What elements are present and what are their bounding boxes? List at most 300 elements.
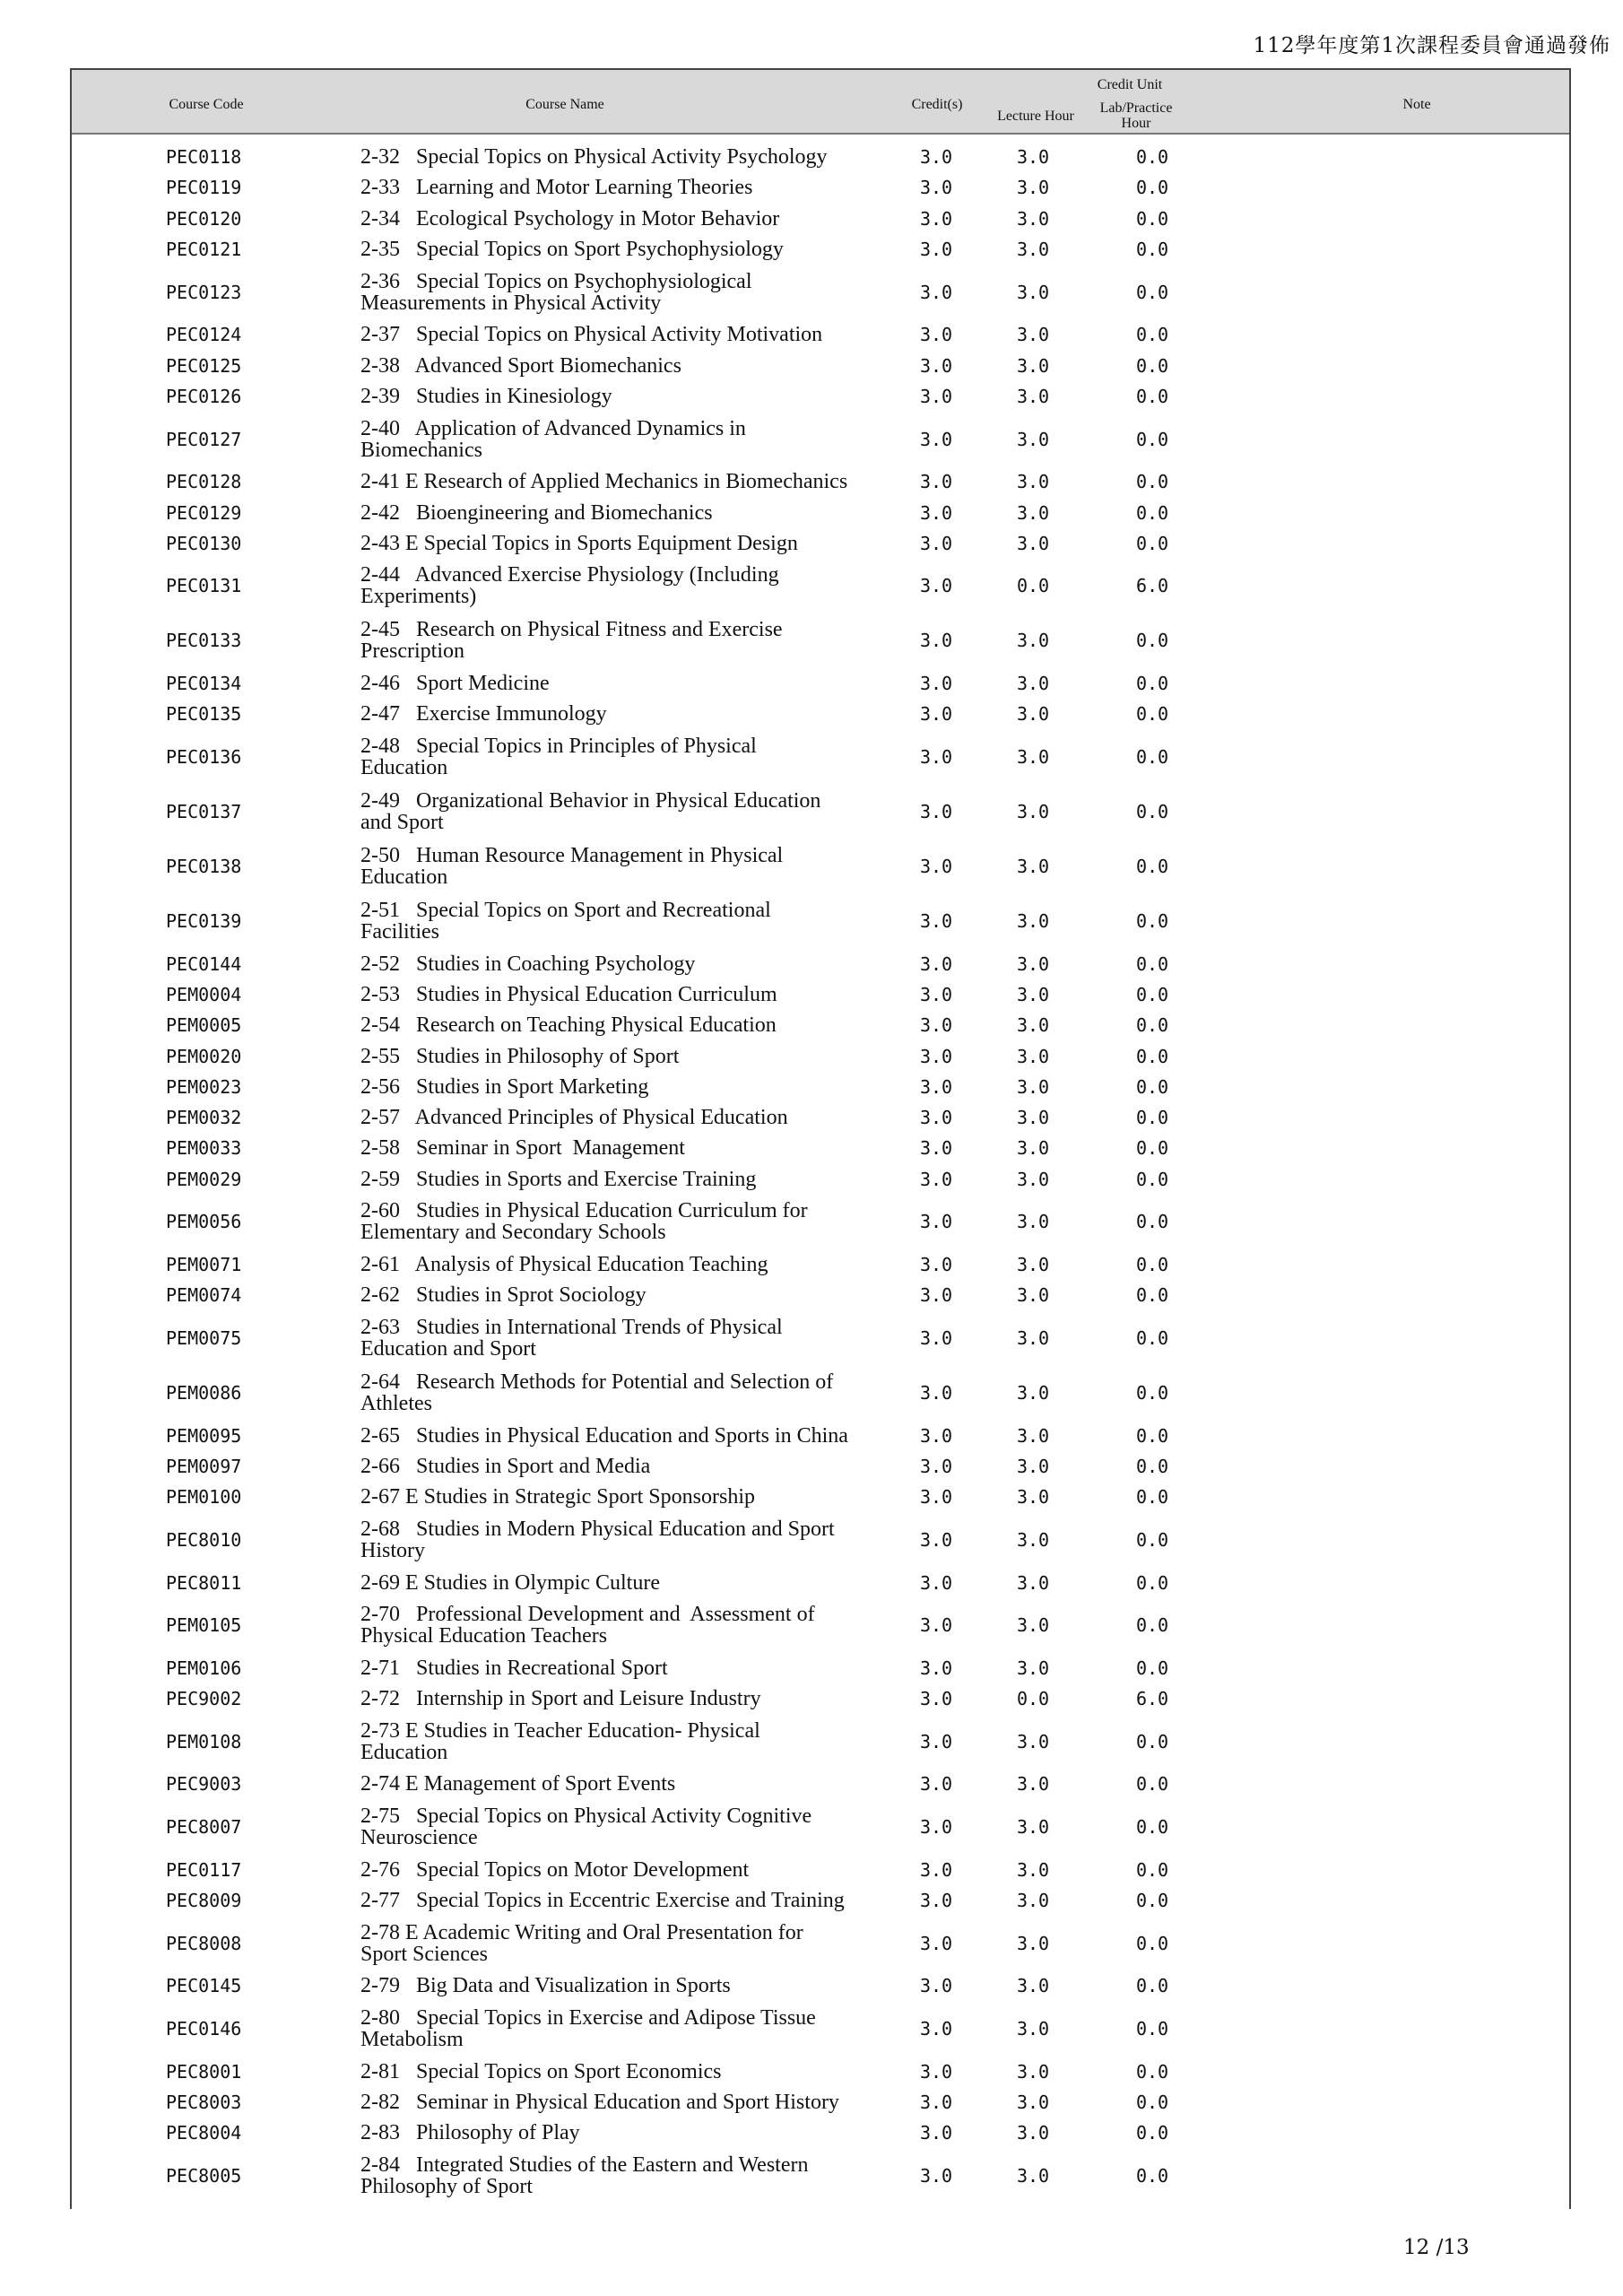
- course-code: PEC8007: [166, 1816, 242, 1839]
- table-row: [72, 1512, 1569, 1567]
- credit-value: 3.0: [919, 146, 953, 169]
- course-code: PEC0130: [166, 532, 242, 554]
- lecture-hour-value: 3.0: [1016, 1424, 1050, 1447]
- credit-value: 3.0: [919, 2122, 953, 2144]
- lecture-hour-value: 3.0: [1016, 1730, 1050, 1752]
- table-row: [72, 1567, 1569, 1597]
- credit-value: 3.0: [919, 1614, 953, 1637]
- course-name: 2-52 Studies in Coaching Psychology: [360, 952, 696, 976]
- course-code: PEM0004: [166, 984, 242, 1005]
- lecture-hour-value: 3.0: [1016, 501, 1050, 524]
- lab-hour-value: 0.0: [1135, 2122, 1169, 2144]
- course-table: [70, 68, 1571, 2209]
- lab-hour-value: 0.0: [1135, 1254, 1169, 1276]
- lecture-hour-value: 3.0: [1016, 1614, 1050, 1637]
- lecture-hour-value: 3.0: [1016, 984, 1050, 1005]
- credit-value: 3.0: [919, 471, 953, 493]
- lab-hour-value: 0.0: [1135, 1932, 1169, 1954]
- course-name: 2-69 E Studies in Olympic Culture: [360, 1570, 660, 1595]
- table-row: [72, 1366, 1569, 1421]
- header-credits: Credit(s): [911, 97, 963, 112]
- lecture-hour-value: 0.0: [1016, 1688, 1050, 1710]
- course-name: 2-57 Advanced Principles of Physical Education: [360, 1106, 788, 1130]
- lecture-hour-value: 3.0: [1016, 281, 1050, 303]
- course-name: 2-79 Big Data and Visualization in Sports: [360, 1974, 731, 1998]
- lecture-hour-value: 3.0: [1016, 1014, 1050, 1037]
- table-row: [72, 1683, 1569, 1714]
- table-row: [72, 1916, 1569, 1970]
- credit-value: 3.0: [919, 1168, 953, 1190]
- course-name: 2-61 Analysis of Physical Education Teaching: [360, 1253, 768, 1277]
- lab-hour-value: 0.0: [1135, 2164, 1169, 2187]
- credit-value: 3.0: [919, 1075, 953, 1098]
- table-row: [72, 979, 1569, 1010]
- course-code: PEM0105: [166, 1614, 242, 1637]
- lab-hour-value: 6.0: [1135, 1688, 1169, 1710]
- course-name: 2-49 Organizational Behavior in Physical Education and Sport: [360, 789, 821, 835]
- lecture-hour-value: 3.0: [1016, 746, 1050, 769]
- lecture-hour-value: 3.0: [1016, 630, 1050, 652]
- lab-hour-value: 0.0: [1135, 1816, 1169, 1839]
- credit-value: 3.0: [919, 354, 953, 377]
- table-row: [72, 2002, 1569, 2057]
- course-name: 2-83 Philosophy of Play: [360, 2121, 580, 2145]
- lecture-hour-value: 3.0: [1016, 146, 1050, 169]
- credit-value: 3.0: [919, 1858, 953, 1881]
- credit-value: 3.0: [919, 1211, 953, 1233]
- credit-value: 3.0: [919, 1045, 953, 1067]
- lecture-hour-value: 3.0: [1016, 1382, 1050, 1405]
- credit-value: 3.0: [919, 1107, 953, 1129]
- credit-value: 3.0: [919, 2164, 953, 2187]
- credit-value: 3.0: [919, 1688, 953, 1710]
- table-body: [72, 142, 1569, 2203]
- lab-hour-value: 0.0: [1135, 1614, 1169, 1637]
- course-name: 2-41 E Research of Applied Mechanics in Biomechanics: [360, 470, 848, 494]
- course-code: PEC0134: [166, 673, 242, 695]
- lecture-hour-value: 3.0: [1016, 532, 1050, 554]
- credit-value: 3.0: [919, 673, 953, 695]
- course-code: PEM0005: [166, 1014, 242, 1037]
- course-name: 2-65 Studies in Physical Education and Sports in China: [360, 1423, 848, 1448]
- lab-hour-value: 0.0: [1135, 2018, 1169, 2039]
- course-code: PEC0120: [166, 207, 242, 230]
- lecture-hour-value: 3.0: [1016, 1773, 1050, 1796]
- course-code: PEC0127: [166, 428, 242, 450]
- lecture-hour-value: 3.0: [1016, 471, 1050, 493]
- lecture-hour-value: 3.0: [1016, 1858, 1050, 1881]
- course-name: 2-39 Studies in Kinesiology: [360, 384, 612, 408]
- lecture-hour-value: 3.0: [1016, 1455, 1050, 1477]
- lab-hour-value: 0.0: [1135, 1455, 1169, 1477]
- lecture-hour-value: 3.0: [1016, 354, 1050, 377]
- credit-value: 3.0: [919, 1254, 953, 1276]
- table-row: [72, 839, 1569, 894]
- table-row: [72, 613, 1569, 668]
- lab-hour-value: 0.0: [1135, 207, 1169, 230]
- course-code: PEM0097: [166, 1455, 242, 1477]
- lecture-hour-value: 0.0: [1016, 575, 1050, 597]
- table-row: [72, 319, 1569, 350]
- course-code: PEC0138: [166, 856, 242, 878]
- lecture-hour-value: 3.0: [1016, 1211, 1050, 1233]
- lecture-hour-value: 3.0: [1016, 1254, 1050, 1276]
- course-code: PEM0020: [166, 1045, 242, 1067]
- lab-hour-value: 0.0: [1135, 1211, 1169, 1233]
- course-name: 2-42 Bioengineering and Biomechanics: [360, 500, 713, 525]
- credit-value: 3.0: [919, 1424, 953, 1447]
- lecture-hour-value: 3.0: [1016, 428, 1050, 450]
- table-row: [72, 2057, 1569, 2087]
- table-row: [72, 1714, 1569, 1769]
- lab-hour-value: 0.0: [1135, 177, 1169, 199]
- course-code: PEC8008: [166, 1932, 242, 1954]
- course-name: 2-76 Special Topics on Motor Development: [360, 1857, 750, 1882]
- lecture-hour-value: 3.0: [1016, 1657, 1050, 1679]
- course-name: 2-64 Research Methods for Potential and Selection of Athletes: [360, 1370, 834, 1416]
- table-row: [72, 528, 1569, 559]
- course-code: PEC8003: [166, 2091, 242, 2113]
- course-code: PEM0033: [166, 1137, 242, 1160]
- table-row: [72, 265, 1569, 319]
- table-row: [72, 1885, 1569, 1916]
- course-code: PEC0118: [166, 146, 242, 169]
- credit-value: 3.0: [919, 2060, 953, 2083]
- lab-hour-value: 0.0: [1135, 1486, 1169, 1509]
- course-name: 2-36 Special Topics on Psychophysiological Measurements in Physical Activity: [360, 269, 752, 315]
- credit-value: 3.0: [919, 2091, 953, 2113]
- lab-hour-value: 0.0: [1135, 1571, 1169, 1594]
- header-lab-hour: Lab/Practice Hour: [1099, 100, 1173, 131]
- credit-value: 3.0: [919, 1455, 953, 1477]
- credit-value: 3.0: [919, 1137, 953, 1160]
- lecture-hour-value: 3.0: [1016, 2018, 1050, 2039]
- course-name: 2-82 Seminar in Physical Education and Sport History: [360, 2090, 839, 2114]
- course-name: 2-48 Special Topics in Principles of Physical Education: [360, 735, 757, 780]
- credit-value: 3.0: [919, 1014, 953, 1037]
- credit-value: 3.0: [919, 801, 953, 823]
- credit-value: 3.0: [919, 630, 953, 652]
- header-lecture-hour: Lecture Hour: [997, 109, 1074, 124]
- course-code: PEM0108: [166, 1730, 242, 1752]
- credit-value: 3.0: [919, 703, 953, 726]
- credit-value: 3.0: [919, 746, 953, 769]
- lab-hour-value: 0.0: [1135, 1975, 1169, 1997]
- course-name: 2-34 Ecological Psychology in Motor Behavior: [360, 206, 780, 230]
- course-name: 2-75 Special Topics on Physical Activity Cognitive Neuroscience: [360, 1805, 812, 1850]
- lecture-hour-value: 3.0: [1016, 1284, 1050, 1307]
- course-code: PEC8011: [166, 1571, 242, 1594]
- lecture-hour-value: 3.0: [1016, 2060, 1050, 2083]
- lecture-hour-value: 3.0: [1016, 856, 1050, 878]
- lab-hour-value: 0.0: [1135, 703, 1169, 726]
- course-name: 2-54 Research on Teaching Physical Education: [360, 1013, 777, 1038]
- lab-hour-value: 0.0: [1135, 1327, 1169, 1350]
- lecture-hour-value: 3.0: [1016, 1137, 1050, 1160]
- credit-value: 3.0: [919, 1816, 953, 1839]
- table-row: [72, 412, 1569, 466]
- credit-value: 3.0: [919, 856, 953, 878]
- lecture-hour-value: 3.0: [1016, 1528, 1050, 1551]
- course-code: PEC0125: [166, 354, 242, 377]
- course-code: PEC0124: [166, 324, 242, 346]
- lecture-hour-value: 3.0: [1016, 1932, 1050, 1954]
- course-code: PEC0136: [166, 746, 242, 769]
- course-name: 2-71 Studies in Recreational Sport: [360, 1656, 668, 1680]
- course-code: PEC0129: [166, 501, 242, 524]
- course-name: 2-67 E Studies in Strategic Sport Sponsorship: [360, 1485, 755, 1509]
- table-row: [72, 699, 1569, 729]
- lecture-hour-value: 3.0: [1016, 1327, 1050, 1350]
- course-code: PEC0146: [166, 2018, 242, 2039]
- lecture-hour-value: 3.0: [1016, 1107, 1050, 1129]
- table-row: [72, 381, 1569, 412]
- course-code: PEC8001: [166, 2060, 242, 2083]
- lab-hour-value: 0.0: [1135, 239, 1169, 261]
- header-course-code: Course Code: [169, 97, 244, 112]
- lecture-hour-value: 3.0: [1016, 1045, 1050, 1067]
- course-code: PEM0095: [166, 1424, 242, 1447]
- lab-hour-value: 0.0: [1135, 910, 1169, 933]
- table-row: [72, 2148, 1569, 2203]
- lecture-hour-value: 3.0: [1016, 324, 1050, 346]
- lab-hour-value: 0.0: [1135, 1168, 1169, 1190]
- lab-hour-value: 0.0: [1135, 1045, 1169, 1067]
- course-code: PEM0075: [166, 1327, 242, 1350]
- course-name: 2-50 Human Resource Management in Physical Education: [360, 844, 784, 890]
- lecture-hour-value: 3.0: [1016, 1571, 1050, 1594]
- lecture-hour-value: 3.0: [1016, 2164, 1050, 2187]
- table-row: [72, 785, 1569, 839]
- lab-hour-value: 0.0: [1135, 1657, 1169, 1679]
- lecture-hour-value: 3.0: [1016, 1168, 1050, 1190]
- course-code: PEC0117: [166, 1858, 242, 1881]
- lab-hour-value: 0.0: [1135, 746, 1169, 769]
- lab-hour-value: 0.0: [1135, 1075, 1169, 1098]
- table-row: [72, 894, 1569, 949]
- course-name: 2-37 Special Topics on Physical Activity Motivation: [360, 323, 823, 347]
- course-code: PEC0144: [166, 952, 242, 975]
- table-row: [72, 142, 1569, 172]
- table-row: [72, 559, 1569, 613]
- course-name: 2-38 Advanced Sport Biomechanics: [360, 353, 681, 378]
- credit-value: 3.0: [919, 575, 953, 597]
- course-name: 2-62 Studies in Sprot Sociology: [360, 1283, 647, 1308]
- lab-hour-value: 0.0: [1135, 856, 1169, 878]
- credit-value: 3.0: [919, 1528, 953, 1551]
- course-code: PEC0128: [166, 471, 242, 493]
- credit-value: 3.0: [919, 324, 953, 346]
- course-name: 2-59 Studies in Sports and Exercise Training: [360, 1167, 757, 1191]
- lab-hour-value: 0.0: [1135, 501, 1169, 524]
- table-row: [72, 172, 1569, 203]
- lab-hour-value: 0.0: [1135, 1382, 1169, 1405]
- table-row: [72, 1482, 1569, 1512]
- lecture-hour-value: 3.0: [1016, 1075, 1050, 1098]
- header-course-name: Course Name: [525, 97, 604, 112]
- table-row: [72, 204, 1569, 234]
- table-row: [72, 1195, 1569, 1249]
- credit-value: 3.0: [919, 2018, 953, 2039]
- lecture-hour-value: 3.0: [1016, 673, 1050, 695]
- table-row: [72, 1653, 1569, 1683]
- table-header: [72, 70, 1569, 135]
- credit-value: 3.0: [919, 177, 953, 199]
- course-code: PEM0106: [166, 1657, 242, 1679]
- course-code: PEM0029: [166, 1168, 242, 1190]
- course-code: PEC0145: [166, 1975, 242, 1997]
- table-row: [72, 350, 1569, 380]
- lab-hour-value: 0.0: [1135, 1528, 1169, 1551]
- course-name: 2-73 E Studies in Teacher Education- Physical Education: [360, 1718, 760, 1764]
- course-code: PEM0023: [166, 1075, 242, 1098]
- table-row: [72, 2087, 1569, 2118]
- credit-value: 3.0: [919, 281, 953, 303]
- course-name: 2-46 Sport Medicine: [360, 672, 550, 696]
- course-name: 2-81 Special Topics on Sport Economics: [360, 2059, 722, 2083]
- table-row: [72, 1769, 1569, 1799]
- credit-value: 3.0: [919, 385, 953, 407]
- course-name: 2-40 Application of Advanced Dynamics in Biomechanics: [360, 416, 746, 462]
- course-code: PEC0123: [166, 281, 242, 303]
- lab-hour-value: 0.0: [1135, 1137, 1169, 1160]
- lab-hour-value: 0.0: [1135, 146, 1169, 169]
- course-name: 2-66 Studies in Sport and Media: [360, 1454, 651, 1478]
- lecture-hour-value: 3.0: [1016, 385, 1050, 407]
- table-row: [72, 1970, 1569, 2001]
- course-name: 2-72 Internship in Sport and Leisure Industry: [360, 1687, 761, 1711]
- table-row: [72, 1249, 1569, 1280]
- credit-value: 3.0: [919, 984, 953, 1005]
- course-name: 2-35 Special Topics on Sport Psychophysiology: [360, 238, 784, 262]
- course-code: PEC9002: [166, 1688, 242, 1710]
- credit-value: 3.0: [919, 1486, 953, 1509]
- table-row: [72, 1598, 1569, 1653]
- table-row: [72, 1311, 1569, 1366]
- course-code: PEM0100: [166, 1486, 242, 1509]
- lab-hour-value: 0.0: [1135, 281, 1169, 303]
- course-name: 2-32 Special Topics on Physical Activity Psychology: [360, 145, 828, 170]
- table-row: [72, 497, 1569, 527]
- lecture-hour-value: 3.0: [1016, 177, 1050, 199]
- lab-hour-value: 0.0: [1135, 1014, 1169, 1037]
- lab-hour-value: 0.0: [1135, 2091, 1169, 2113]
- course-code: PEC8010: [166, 1528, 242, 1551]
- course-name: 2-53 Studies in Physical Education Curriculum: [360, 983, 777, 1006]
- course-code: PEM0071: [166, 1254, 242, 1276]
- lab-hour-value: 0.0: [1135, 1424, 1169, 1447]
- document-approval-note: 112學年度第1次課程委員會通過發佈: [1253, 34, 1610, 57]
- course-code: PEM0056: [166, 1211, 242, 1233]
- lab-hour-value: 0.0: [1135, 354, 1169, 377]
- table-row: [72, 730, 1569, 785]
- lab-hour-value: 0.0: [1135, 428, 1169, 450]
- course-name: 2-33 Learning and Motor Learning Theories: [360, 176, 753, 200]
- lecture-hour-value: 3.0: [1016, 2122, 1050, 2144]
- table-row: [72, 234, 1569, 265]
- credit-value: 3.0: [919, 1327, 953, 1350]
- table-row: [72, 668, 1569, 699]
- course-name: 2-56 Studies in Sport Marketing: [360, 1074, 649, 1099]
- course-name: 2-60 Studies in Physical Education Curriculum for Elementary and Secondary Schools: [360, 1199, 808, 1245]
- credit-value: 3.0: [919, 1284, 953, 1307]
- lab-hour-value: 0.0: [1135, 630, 1169, 652]
- course-code: PEM0032: [166, 1107, 242, 1129]
- lab-hour-value: 6.0: [1135, 575, 1169, 597]
- credit-value: 3.0: [919, 501, 953, 524]
- course-code: PEC0133: [166, 630, 242, 652]
- course-code: PEC0135: [166, 703, 242, 726]
- credit-value: 3.0: [919, 1773, 953, 1796]
- course-code: PEC0126: [166, 385, 242, 407]
- course-code: PEM0086: [166, 1382, 242, 1405]
- credit-value: 3.0: [919, 910, 953, 933]
- course-code: PEC0131: [166, 575, 242, 597]
- course-name: 2-68 Studies in Modern Physical Education and Sport History: [360, 1517, 835, 1562]
- lecture-hour-value: 3.0: [1016, 1890, 1050, 1912]
- course-name: 2-74 E Management of Sport Events: [360, 1772, 676, 1796]
- table-row: [72, 1102, 1569, 1133]
- lab-hour-value: 0.0: [1135, 2060, 1169, 2083]
- page-number: 12 /13: [1403, 2236, 1470, 2259]
- table-row: [72, 1164, 1569, 1195]
- credit-value: 3.0: [919, 1932, 953, 1954]
- course-name: 2-58 Seminar in Sport Management: [360, 1136, 685, 1161]
- table-row: [72, 1421, 1569, 1451]
- lecture-hour-value: 3.0: [1016, 239, 1050, 261]
- credit-value: 3.0: [919, 1975, 953, 1997]
- course-code: PEC8009: [166, 1890, 242, 1912]
- lecture-hour-value: 3.0: [1016, 1816, 1050, 1839]
- lecture-hour-value: 3.0: [1016, 703, 1050, 726]
- lab-hour-value: 0.0: [1135, 673, 1169, 695]
- credit-value: 3.0: [919, 1730, 953, 1752]
- lab-hour-value: 0.0: [1135, 1858, 1169, 1881]
- table-row: [72, 1451, 1569, 1482]
- table-row: [72, 1280, 1569, 1310]
- course-name: 2-51 Special Topics on Sport and Recreational Facilities: [360, 899, 771, 944]
- table-row: [72, 1072, 1569, 1102]
- lab-hour-value: 0.0: [1135, 801, 1169, 823]
- course-code: PEC8004: [166, 2122, 242, 2144]
- header-credit-unit: Credit Unit: [1097, 77, 1163, 92]
- table-row: [72, 949, 1569, 979]
- course-code: PEC8005: [166, 2164, 242, 2187]
- course-name: 2-84 Integrated Studies of the Eastern and Western Philosophy of Sport: [360, 2152, 809, 2198]
- header-note: Note: [1402, 97, 1431, 112]
- course-name: 2-44 Advanced Exercise Physiology (Including Experiments): [360, 563, 779, 609]
- lab-hour-value: 0.0: [1135, 1890, 1169, 1912]
- credit-value: 3.0: [919, 532, 953, 554]
- course-name: 2-55 Studies in Philosophy of Sport: [360, 1044, 680, 1068]
- table-row: [72, 1855, 1569, 1885]
- lecture-hour-value: 3.0: [1016, 207, 1050, 230]
- table-row: [72, 1010, 1569, 1040]
- lab-hour-value: 0.0: [1135, 952, 1169, 975]
- lab-hour-value: 0.0: [1135, 385, 1169, 407]
- course-code: PEC0121: [166, 239, 242, 261]
- table-row: [72, 1800, 1569, 1855]
- credit-value: 3.0: [919, 1571, 953, 1594]
- credit-value: 3.0: [919, 207, 953, 230]
- credit-value: 3.0: [919, 1382, 953, 1405]
- lab-hour-value: 0.0: [1135, 1773, 1169, 1796]
- lecture-hour-value: 3.0: [1016, 952, 1050, 975]
- credit-value: 3.0: [919, 1890, 953, 1912]
- course-code: PEC0139: [166, 910, 242, 933]
- lab-hour-value: 0.0: [1135, 1107, 1169, 1129]
- table-row: [72, 2118, 1569, 2148]
